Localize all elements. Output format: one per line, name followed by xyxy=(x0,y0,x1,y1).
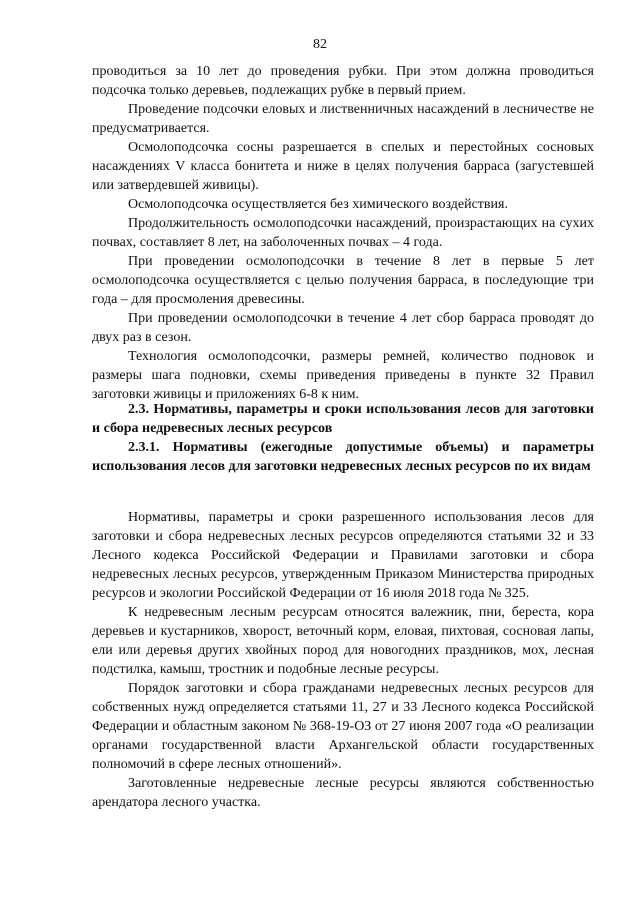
paragraph: Нормативы, параметры и сроки разрешенного использования лесов для заготовки и сбора недревесных лесных ресурсов определяются статьями 32 и 33 Лесного кодекса Российской Федерации и Правилами заготовки и сбора недревесных лесных ресурсов, утвержденным Приказом Министерства природных ресурсов и экологии Российской Федерации от 16 июля 2018 года № 325. xyxy=(92,510,594,601)
body-text-top xyxy=(92,62,594,404)
paragraph: К недревесным лесным ресурсам относятся валежник, пни, береста, кора деревьев и кустарников, хворост, веточный корм, еловая, пихтовая, сосновая лапы, ели или деревья других хвойных пород для новогодних праздников, мох, лесная подстилка, камыш, тростник и подобные лесные ресурсы. xyxy=(92,605,594,677)
paragraph: При проведении осмолоподсочки в течение 8 лет в первые 5 лет осмолоподсочка осуществляется с целью получения барраса, в последующие три года – для просмоления древесины. xyxy=(92,254,594,307)
page-number: 82 xyxy=(313,37,327,52)
paragraph: При проведении осмолоподсочки в течение 4 лет сбор барраса проводят до двух раз в сезон. xyxy=(92,311,594,345)
paragraph: Осмолоподсочка сосны разрешается в спелых и перестойных сосновых насаждениях V класса бонитета и ниже в целях получения барраса (загустевшей или затвердевшей живицы). xyxy=(92,140,594,193)
paragraph: проводиться за 10 лет до проведения рубки. При этом должна проводиться подсочка только деревьев, подлежащих рубке в первый прием. xyxy=(92,64,594,98)
paragraph: Технология осмолоподсочки, размеры ремней, количество подновок и размеры шага подновки, схемы приведения приведены в пункте 32 Правил заготовки живицы и приложениях 6-8 к ним. xyxy=(92,349,594,402)
paragraph: Заготовленные недревесные лесные ресурсы являются собственностью арендатора лесного участка. xyxy=(92,776,594,810)
paragraph: Продолжительность осмолоподсочки насаждений, произрастающих на сухих почвах, составляет 8 лет, на заболоченных почвах – 4 года. xyxy=(92,216,594,250)
subsection-heading-2-3-1: 2.3.1. Нормативы (ежегодные допустимые объемы) и параметры использования лесов для заготовки недревесных лесных ресурсов по их видам xyxy=(92,440,594,474)
section-heading-2-3: 2.3. Нормативы, параметры и сроки использования лесов для заготовки и сбора недревесных лесных ресурсов xyxy=(92,402,594,436)
body-text-bottom xyxy=(92,508,594,812)
paragraph: Порядок заготовки и сбора гражданами недревесных лесных ресурсов для собственных нужд определяется статьями 11, 27 и 33 Лесного кодекса Российской Федерации и областным законом № 368-19-ОЗ от 27 июня 2007 года «О реализации органами государственной власти Архангельской области государственных полномочий в сфере лесных отношений». xyxy=(92,681,594,772)
paragraph: Осмолоподсочка осуществляется без химического воздействия. xyxy=(128,197,508,212)
paragraph: Проведение подсочки еловых и лиственничных насаждений в лесничестве не предусматривается. xyxy=(92,102,594,136)
